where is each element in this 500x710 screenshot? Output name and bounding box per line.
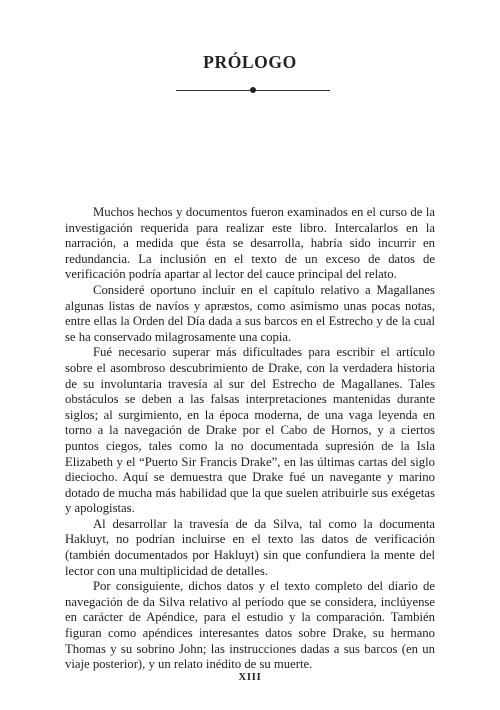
chapter-title: PRÓLOGO: [203, 52, 297, 72]
page-number: XIII: [238, 672, 262, 683]
ornamental-rule-dot: [250, 87, 256, 93]
paragraph: Al desarrollar la travesía de da Silva, tal como la documenta Hakluyt, no podrían incluirse en el texto las datos de verificación (también documentados por Hakluyt) sin que confundiera la mente del lector con una multiplicidad de detalles.: [65, 516, 435, 578]
prologue-body: [65, 205, 435, 673]
paragraph: Muchos hechos y documentos fueron examinados en el curso de la investigación requerida para realizar este libro. Intercalarlos en la narración, a medida que ésta se desarrolla, habría sido incurrir en redundancia. La inclusión en el texto de un exceso de datos de verificación podría apartar al lector del cauce principal del relato.: [65, 205, 435, 282]
paragraph: Fué necesario superar más dificultades para escribir el artículo sobre el asombroso descubrimiento de Drake, con la verdadera historia de su involuntaria travesía al sur del Estrecho de Magallanes. Tales obstáculos se deben a las falsas interpretaciones mantenidas durante siglos; al surgimiento, en la época moderna, de una vaga leyenda en torno a la navegación de Drake por el Cabo de Hornos, y a ciertos puntos ciegos, tales como la no documentada supresión de la Isla Elizabeth y el “Puerto Sir Francis Drake”, en las últimas cartas del siglo dieciocho. Aquí se demuestra que Drake fué un navegante y marino dotado de mucha más habilidad que la que suelen atribuirle sus exégetas y apologistas.: [65, 345, 435, 516]
paragraph: Por consiguiente, dichos datos y el texto completo del diario de navegación de da Silva relativo al período que se considera, inclúyense en carácter de Apéndice, para el estudio y la comparación. También figuran como apéndices interesantes datos sobre Drake, su hermano Thomas y su sobrino John; las instrucciones dadas a sus barcos (en un viaje posterior), y un relato inédito de su muerte.: [65, 579, 435, 672]
paragraph: Consideré oportuno incluir en el capítulo relativo a Magallanes algunas listas de navíos y apræstos, como asimismo unas pocas notas, entre ellas la Orden del Día dada a sus barcos en el Estrecho y de la cual se ha conservado milagrosamente una copia.: [65, 282, 435, 344]
